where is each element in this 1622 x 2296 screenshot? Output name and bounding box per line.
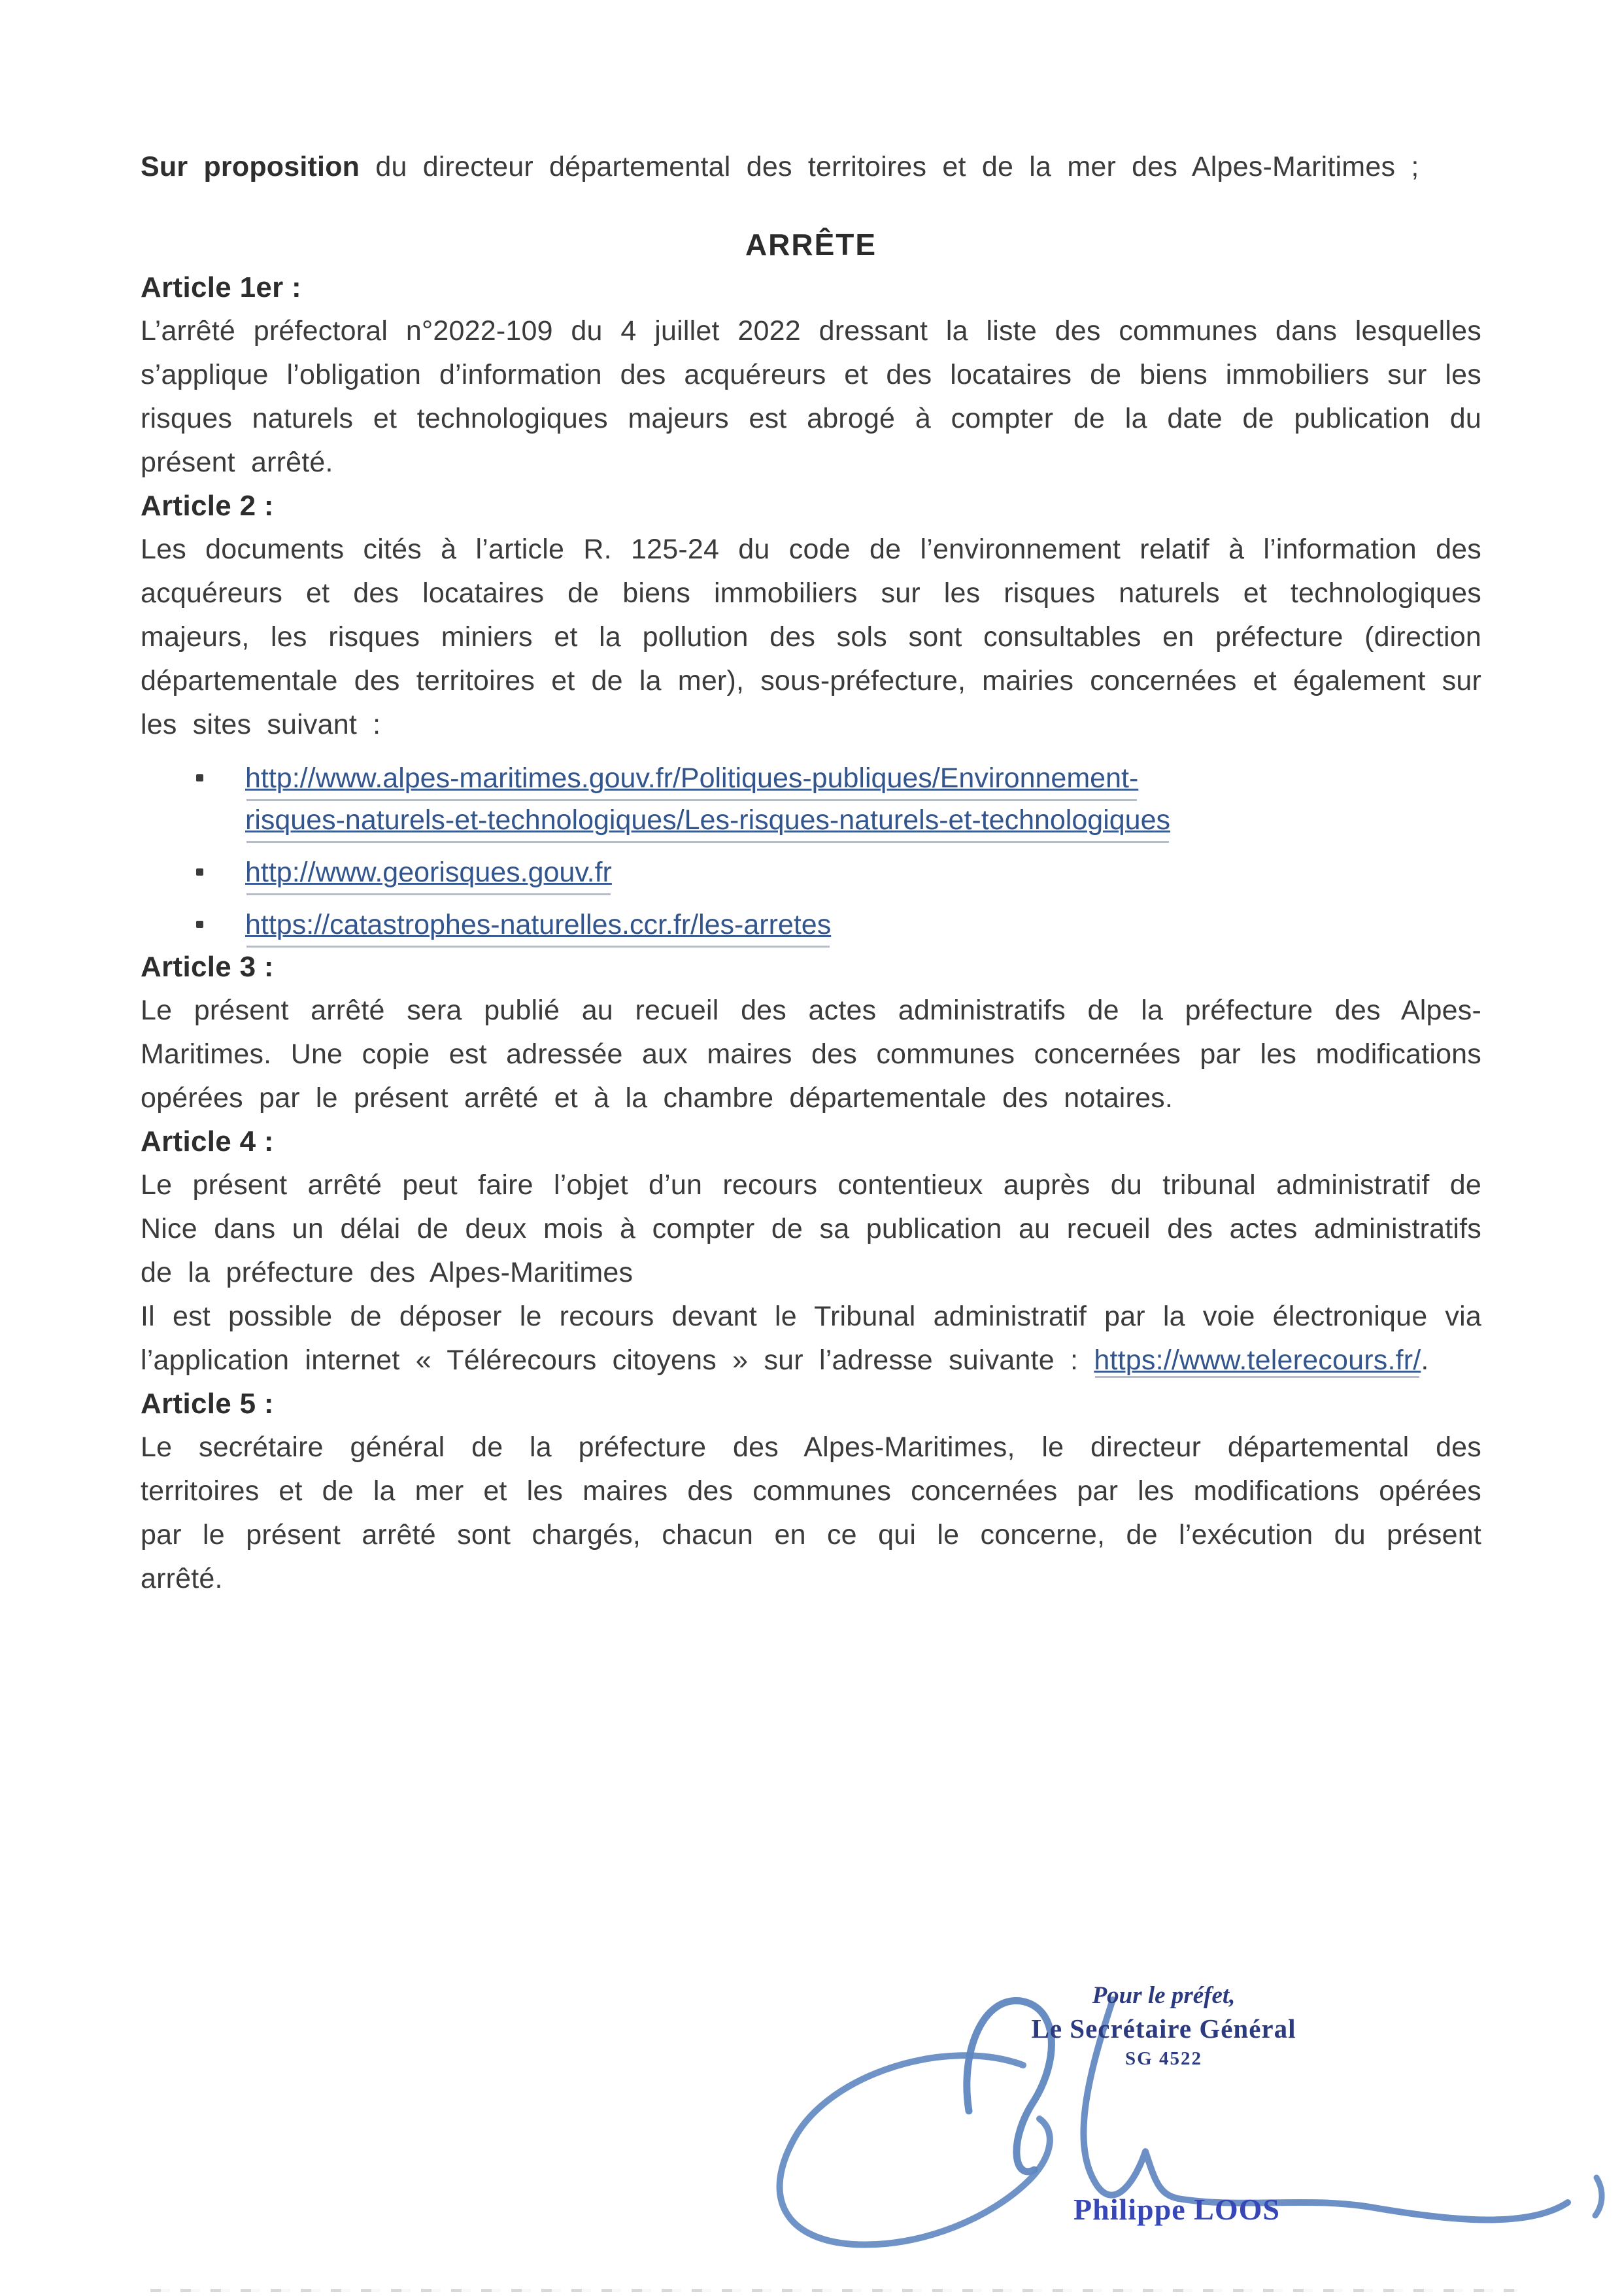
link-period: . <box>1421 1345 1429 1376</box>
article-1-paragraph: L’arrêté préfectoral n°2022-109 du 4 juillet 2022 dressant la liste des communes dans lesquelles s’applique l’obligation d’information des acquéreurs et des locataires de biens immobiliers sur les risques naturels et technologiques majeurs est abrogé à compter de la date de publication du présent arrêté. <box>141 315 1481 478</box>
link-georisques[interactable]: http://www.georisques.gouv.fr <box>245 851 612 893</box>
list-item <box>196 904 1481 946</box>
signatory-name: Philippe LOOS <box>1073 2193 1280 2226</box>
bullet-icon <box>196 921 203 928</box>
bullet-icon <box>196 774 203 781</box>
link-alpes-maritimes-wrap[interactable]: risques-naturels-et-technologiques/Les-risques-naturels-et-technologiques <box>245 799 1170 841</box>
intro-rest: du directeur départemental des territoires et de la mer des Alpes-Maritimes ; <box>360 151 1419 182</box>
article-5-paragraph: Le secrétaire général de la préfecture des Alpes-Maritimes, le directeur départemental des territoires et de la mer et les maires des communes concernées par les modifications opérées par le présent arrêté sont chargés, chacun en ce qui le concerne, de l’exécution du présent arrêté. <box>141 1431 1481 1594</box>
article-4-paragraph-1: Le présent arrêté peut faire l’objet d’un recours contentieux auprès du tribunal administratif de Nice dans un délai de deux mois à compter de sa publication au recueil des actes administratifs de la préfecture des Alpes-Maritimes <box>141 1169 1481 1288</box>
article-4-paragraph-2 <box>141 1295 1481 1382</box>
stamp-pour-le-prefet: Pour le préfet, <box>1092 1982 1236 2009</box>
scan-artifact-line <box>150 2289 1517 2292</box>
links-list <box>196 757 1481 946</box>
article-4-text: Il est possible de déposer le recours devant le Tribunal administratif par la voie électronique via l’application internet « Télérecours citoyens » sur l’adresse suivante : <box>141 1301 1481 1376</box>
signature-block <box>752 1962 1621 2276</box>
stamp-sg-number: SG 4522 <box>1125 2048 1202 2069</box>
list-item <box>196 851 1481 893</box>
article-1-heading: Article 1er : <box>141 271 302 303</box>
link-alpes-maritimes[interactable]: http://www.alpes-maritimes.gouv.fr/Politiques-publiques/Environnement- <box>245 757 1138 799</box>
article-3-paragraph: Le présent arrêté sera publié au recueil des actes administratifs de la préfecture des Alpes-Maritimes. Une copie est adressée aux maires des communes concernées par les modifications opérées par le présent arrêté et à la chambre départementale des notaires. <box>141 995 1481 1114</box>
signature-stamp <box>935 1980 1393 2072</box>
link-telerecours[interactable]: https://www.telerecours.fr/ <box>1094 1345 1421 1376</box>
intro-paragraph <box>141 145 1481 189</box>
bullet-icon <box>196 868 203 876</box>
link-catastrophes-naturelles[interactable]: https://catastrophes-naturelles.ccr.fr/les-arretes <box>245 904 831 946</box>
intro-lead: Sur proposition <box>141 151 360 182</box>
article-4-heading: Article 4 : <box>141 1125 274 1157</box>
article-2-heading: Article 2 : <box>141 490 274 522</box>
article-3-heading: Article 3 : <box>141 951 274 983</box>
list-item <box>196 757 1481 841</box>
decree-title: ARRÊTE <box>745 228 877 262</box>
stamp-secretaire-general: Le Secrétaire Général <box>1031 2013 1296 2044</box>
article-2-paragraph: Les documents cités à l’article R. 125-24 du code de l’environnement relatif à l’information des acquéreurs et des locataires de biens immobiliers sur les risques naturels et technologiques majeurs, les risques miniers et la pollution des sols sont consultables en préfecture (direction départementale des territoires et de la mer), sous-préfecture, mairies concernées et également sur les sites suivant : <box>141 534 1481 740</box>
article-5-heading: Article 5 : <box>141 1388 274 1420</box>
